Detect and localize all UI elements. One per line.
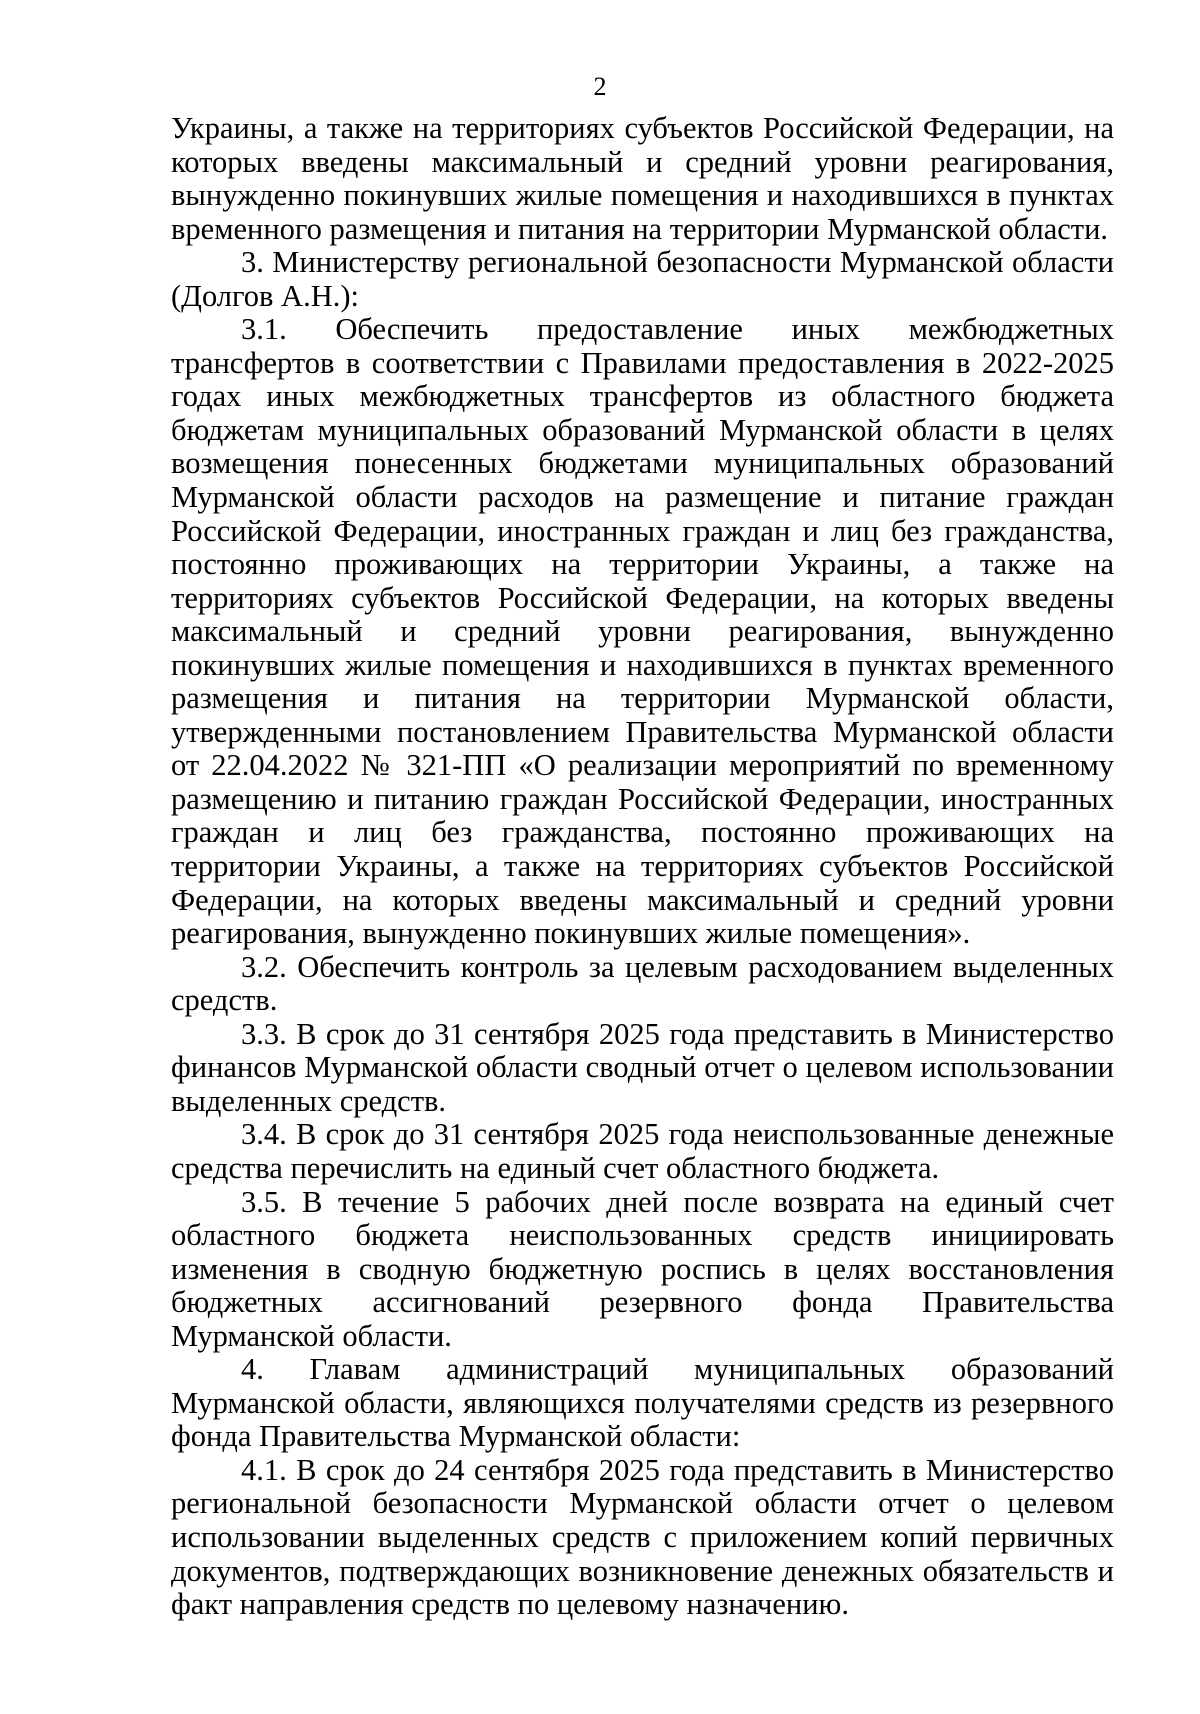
- paragraph-item-4: 4. Главам администраций муниципальных образований Мурманской области, являющихся получателями средств из резервного фонда Правительства Мурманской области:: [171, 1352, 1114, 1454]
- document-body: [171, 112, 1114, 1622]
- paragraph-continuation: Украины, а также на территориях субъектов Российской Федерации, на которых введены максимальный и средний уровни реагирования, вынужденно покинувших жилые помещения и находившихся в пунктах временного размещения и питания на территории Мурманской области.: [171, 111, 1114, 246]
- page-number: 2: [593, 72, 607, 101]
- paragraph-item-3-4: 3.4. В срок до 31 сентября 2025 года неиспользованные денежные средства перечислить на единый счет областного бюджета.: [171, 1117, 1114, 1185]
- paragraph-item-3-1: 3.1. Обеспечить предоставление иных межбюджетных трансфертов в соответствии с Правилами предоставления в 2022-2025 годах иных межбюджетных трансфертов из областного бюджета бюджетам муниципальных образований Мурманской области в целях возмещения понесенных бюджетами муниципальных образований Мурманской области расходов на размещение и питание граждан Российской Федерации, иностранных граждан и лиц без гражданства, постоянно проживающих на территории Украины, а также на территориях субъектов Российской Федерации, на которых введены максимальный и средний уровни реагирования, вынужденно покинувших жилые помещения и находившихся в пунктах временного размещения и питания на территории Мурманской области, утвержденными постановлением Правительства Мурманской области от 22.04.2022 № 321-ПП «О реализации мероприятий по временному размещению и питанию граждан Российской Федерации, иностранных граждан и лиц без гражданства, постоянно проживающих на территории Украины, а также на территориях субъектов Российской Федерации, на которых введены максимальный и средний уровни реагирования, вынужденно покинувших жилые помещения».: [171, 312, 1114, 951]
- paragraph-item-3-2: 3.2. Обеспечить контроль за целевым расходованием выделенных средств.: [171, 949, 1114, 1018]
- paragraph-item-3: 3. Министерству региональной безопасности Мурманской области (Долгов А.Н.):: [171, 245, 1114, 313]
- paragraph-item-4-1: 4.1. В срок до 24 сентября 2025 года представить в Министерство региональной безопасности Мурманской области отчет о целевом использовании выделенных средств с приложением копий первичных документов, подтверждающих возникновение денежных обязательств и факт направления средств по целевому назначению.: [171, 1452, 1114, 1622]
- paragraph-item-3-5: 3.5. В течение 5 рабочих дней после возврата на единый счет областного бюджета неиспользованных средств инициировать изменения в сводную бюджетную роспись в целях восстановления бюджетных ассигнований резервного фонда Правительства Мурманской области.: [171, 1184, 1114, 1353]
- paragraph-item-3-3: 3.3. В срок до 31 сентября 2025 года представить в Министерство финансов Мурманской области сводный отчет о целевом использовании выделенных средств.: [171, 1016, 1114, 1118]
